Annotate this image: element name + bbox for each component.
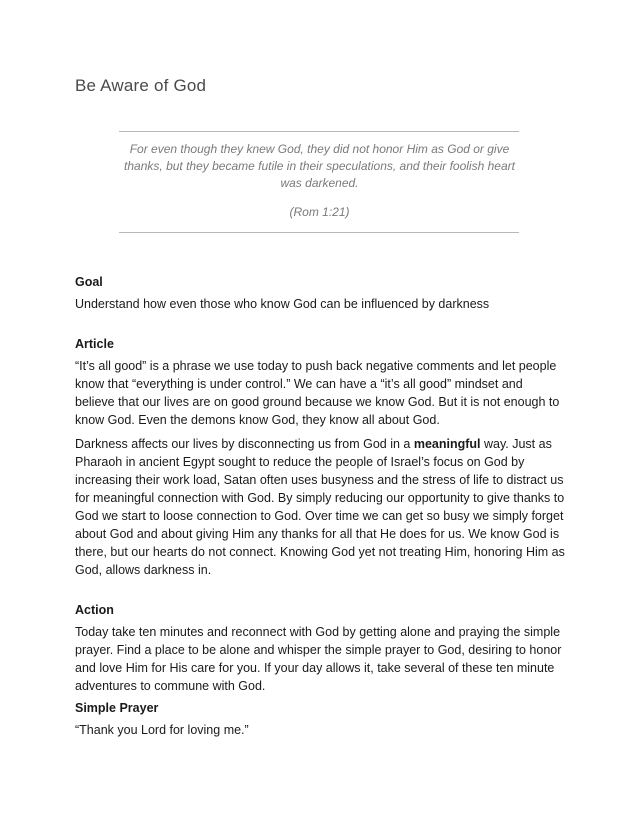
action-text: Today take ten minutes and reconnect with God by getting alone and praying the simple prayer. Find a place to be alone and whisper the simple prayer to God, desiring to honor and love Him for His care for you. If your day allows it, take several of these ten minute adventures to commune with God.	[75, 625, 562, 693]
goal-heading: Goal	[75, 275, 103, 289]
prayer-heading: Simple Prayer	[75, 701, 159, 715]
scripture-citation: (Rom 1:21)	[289, 205, 350, 219]
goal-text: Understand how even those who know God can be influenced by darkness	[75, 297, 490, 311]
article-paragraph-2-start: Darkness affects our lives by disconnecting us from God in a	[75, 437, 414, 451]
article-paragraph-1: “It’s all good” is a phrase we use today to push back negative comments and let people know that “everything is under control.” We can have a “it’s all good” mindset and believe that our lives are on good ground because we know God. But it is not enough to know God. Even the demons know God, they know all about God.	[75, 359, 560, 427]
emphasis-meaningful: meaningful	[413, 437, 481, 451]
quote-top-divider	[119, 131, 519, 132]
scripture-quote: For even though they knew God, they did not honor Him as God or give thanks, but they became futile in their speculations, and their foolish heart was darkened.	[124, 142, 515, 190]
article-paragraph-2	[75, 435, 565, 579]
document-body	[75, 273, 565, 739]
prayer-text: “Thank you Lord for loving me.”	[75, 723, 249, 737]
page-title: Be Aware of God	[75, 76, 207, 95]
article-heading: Article	[75, 337, 114, 351]
article-paragraph-2-end: way. Just as Pharaoh in ancient Egypt sought to reduce the people of Israel’s focus on God by increasing their work load, Satan often uses busyness and the stress of life to distract us for meaningful connection with God. By simply reducing our opportunity to give thanks to God we start to loose connection to God. Over time we can get so busy we simply forget about God and about giving Him any thanks for all that He does for us. We know God is there, but our hearts do not connect. Knowing God yet not treating Him, honoring Him as God, allows darkness in.	[75, 437, 565, 577]
quote-bottom-divider	[119, 232, 519, 233]
action-heading: Action	[75, 603, 114, 617]
